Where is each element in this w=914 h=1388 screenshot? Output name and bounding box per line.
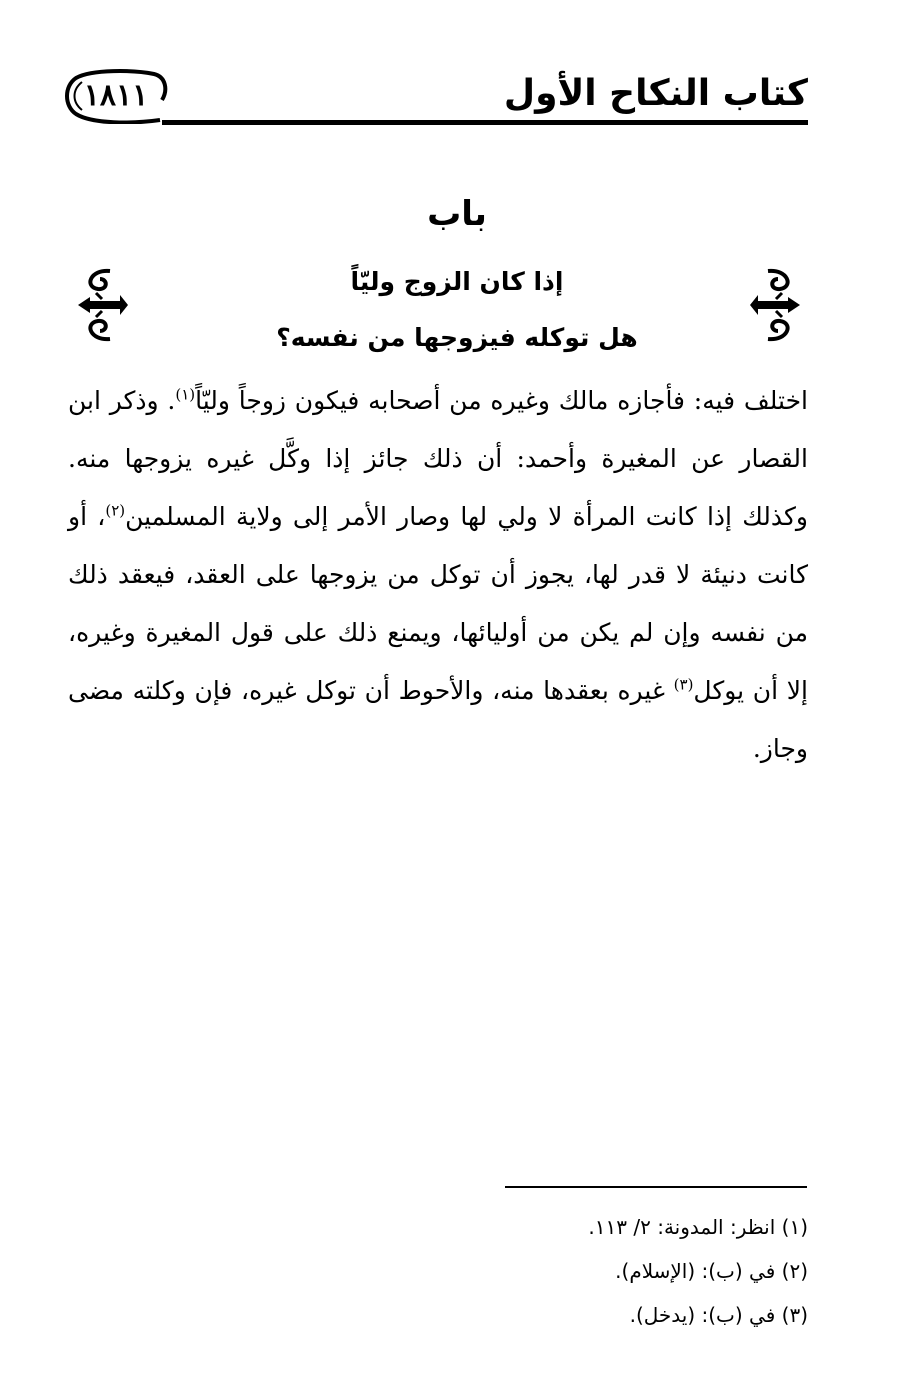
- footnotes: [200, 1205, 808, 1337]
- footnote-2: (٢) في (ب): (الإسلام).: [615, 1259, 808, 1283]
- running-title: كتاب النكاح الأول: [503, 73, 808, 114]
- body-paragraph: [68, 372, 808, 778]
- body-segment-2: . وذكر ابن القصار عن المغيرة وأحمد: أن ذلك جائز إذا وكَّل غيره يزوجها منه. وكذلك إذا كانت المرأة لا ولي لها وصار الأمر إلى ولاية المسلمين: [68, 386, 808, 531]
- header-rule: [162, 120, 808, 125]
- footnote-3: (٣) في (ب): (يدخل).: [629, 1303, 808, 1327]
- page-number-frame: [62, 68, 170, 124]
- footnote-ref-1: (١): [175, 385, 196, 404]
- footnote-ref-3: (٣): [673, 675, 694, 694]
- footnote-ref-2: (٢): [105, 501, 126, 520]
- footnote-1: (١) انظر: المدونة: ٢/ ١١٣.: [588, 1215, 808, 1239]
- page-header: [0, 0, 914, 140]
- chapter-label: باب: [427, 194, 487, 234]
- chapter-title-line-1: إذا كان الزوج وليّاً: [350, 267, 564, 296]
- body-segment-1: اختلف فيه: فأجازه مالك وغيره من أصحابه فيكون زوجاً وليّاً: [195, 386, 808, 415]
- body-segment-4: غيره بعقدها منه، والأحوط أن توكل غيره، فإن وكلته مضى وجاز.: [68, 676, 808, 763]
- body-segment-3: ، أو كانت دنيئة لا قدر لها، يجوز أن توكل من يزوجها على العقد، فيعقد ذلك من نفسه وإن لم يكن من أوليائها، ويمنع ذلك على قول المغيرة وغيره، إلا أن يوكل: [68, 502, 808, 705]
- chapter-title-line-2: هل توكله فيزوجها من نفسه؟: [276, 323, 638, 352]
- footnote-separator: [505, 1186, 807, 1188]
- page-number: ١٨١١: [83, 78, 149, 113]
- body-text: [68, 372, 808, 778]
